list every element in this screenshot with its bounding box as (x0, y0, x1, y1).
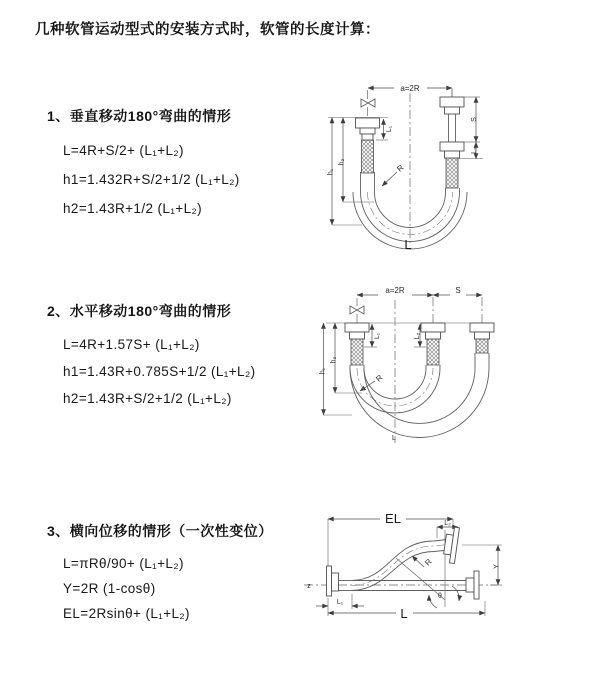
dim-label-el: EL (385, 511, 401, 526)
dim-label-s: S (455, 286, 461, 295)
formula-line: EL=2Rsinθ+ (L₁+L₂) (63, 606, 190, 621)
section-3-formulas (47, 551, 273, 626)
dim-label-s: S (471, 117, 478, 122)
formula-line: h1=1.432R+S/2+1/2 (L₁+L₂) (63, 172, 240, 187)
dim-label-h2: h₂ (338, 158, 346, 166)
dim-label-r: R (395, 163, 406, 174)
diagram-vertical-180-u-bend (300, 65, 600, 265)
formula-line: L=4R+S/2+ (L₁+L₂) (63, 143, 184, 158)
dim-label-l: L (392, 435, 396, 442)
formula-line: h1=1.43R+0.785S+1/2 (L₁+L₂) (63, 364, 256, 379)
diagram-3-labels (307, 511, 500, 621)
diagram-2-hose (350, 353, 489, 438)
diagram-1-drawing (300, 65, 600, 265)
diagram-lateral-displacement (300, 495, 600, 660)
diagram-2-labels (320, 286, 461, 442)
dim-label-h1: h₁ (319, 367, 327, 375)
diagram-3-dimensions (316, 519, 502, 616)
section-horizontal-180 (47, 301, 255, 412)
dim-label-l2: L₂ (444, 520, 451, 527)
dim-label-h1: h₁ (327, 168, 335, 176)
section-3-heading: 3、横向位移的情形（一次性变位） (47, 523, 273, 539)
formula-line: L=4R+1.57S+ (L₁+L₂) (63, 337, 200, 352)
formula-line: h2=1.43R+S/2+1/2 (L₁+L₂) (63, 391, 232, 406)
section-2-heading: 2、水平移动180°弯曲的情形 (47, 303, 232, 319)
section-2-formulas (47, 331, 255, 412)
angle-label-theta: θ (438, 593, 442, 600)
diagram-2-braided-sections (351, 339, 488, 365)
dim-label-l: L (400, 606, 408, 621)
dim-label-r: R (423, 557, 434, 568)
dim-label-l: L (404, 237, 412, 252)
diagram-3-drawing (300, 495, 600, 660)
dim-label-l1: L₁ (386, 125, 393, 133)
dim-label-r: R (374, 373, 385, 384)
fixed-end-marker: z (307, 583, 311, 590)
section-lateral-displacement (47, 521, 273, 626)
section-vertical-180 (47, 106, 240, 223)
diagram-2-drawing (305, 282, 600, 447)
diagram-2-centerlines (357, 297, 482, 443)
dim-label-y: Y (493, 564, 501, 569)
valve-icon (361, 99, 375, 107)
valve-icon (350, 306, 364, 314)
section-1-formulas (47, 136, 240, 223)
dim-label-h2: h₂ (330, 356, 338, 364)
section-1-heading: 1、垂直移动180°弯曲的情形 (47, 108, 232, 124)
diagram-horizontal-180-u-bend (305, 282, 600, 447)
dim-label-l1: L₁ (374, 332, 381, 340)
dim-label-l2: L₂ (471, 147, 478, 154)
formula-line: L=πRθ/90+ (L₁+L₂) (63, 556, 184, 571)
page-title: 几种软管运动型式的安装方式时，软管的长度计算： (35, 22, 380, 38)
dim-label-a2r: a=2R (400, 84, 420, 93)
dim-label-l1: L₁ (336, 599, 344, 606)
formula-line: Y=2R (1-cosθ) (63, 581, 156, 596)
dim-label-a2r: a=2R (385, 286, 405, 295)
formula-line: h2=1.43R+1/2 (L₁+L₂) (63, 201, 203, 216)
dim-label-l2: L₂ (414, 332, 421, 340)
